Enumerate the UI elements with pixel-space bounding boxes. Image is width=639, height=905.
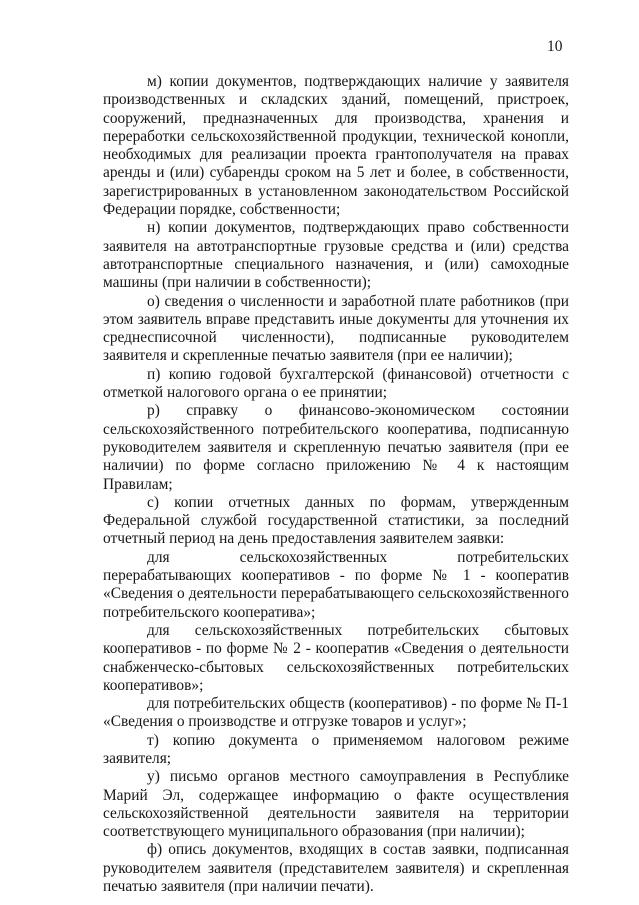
document-body (103, 73, 569, 896)
paragraph-t: т) копию документа о применяемом налоговом режиме заявителя; (103, 731, 569, 767)
paragraph-m: м) копии документов, подтверждающих наличие у заявителя производственных и складских зданий, помещений, пристроек, сооружений, предназначенных для производства, хранения и переработки сельскохозяйственной продукции, технической конопли, необходимых для реализации проекта грантополучателя на правах аренды и (или) субаренды сроком на 5 лет и более, в собственности, зарегистрированных в установленном законодательством Российской Федерации порядке, собственности; (103, 73, 569, 219)
page-number: 10 (547, 38, 563, 55)
paragraph-s: с) копии отчетных данных по формам, утвержденным Федеральной службой государственной статистики, за последний отчетный период на день предоставления заявителем заявки: (103, 493, 569, 548)
paragraph-s-consumer-societies: для потребительских обществ (кооперативов) - по форме № П-1 «Сведения о производстве и отгрузке товаров и услуг»; (103, 695, 569, 731)
paragraph-f: ф) опись документов, входящих в состав заявки, подписанная руководителем заявителя (представителем заявителя) и скрепленная печатью заявителя (при наличии печати). (103, 841, 569, 896)
paragraph-s-processing-coops: для сельскохозяйственных потребительских перерабатывающих кооперативов - по форме № 1 - кооператив «Сведения о деятельности перерабатывающего сельскохозяйственного потребительского кооператива»; (103, 548, 569, 621)
paragraph-o: о) сведения о численности и заработной плате работников (при этом заявитель вправе представить иные документы для уточнения их среднесписочной численности), подписанные руководителем заявителя и скрепленные печатью заявителя (при ее наличии); (103, 292, 569, 365)
paragraph-r: р) справку о финансово-экономическом состоянии сельскохозяйственного потребительского кооператива, подписанную руководителем заявителя и скрепленную печатью заявителя (при ее наличии) по форме согласно приложению № 4 к настоящим Правилам; (103, 402, 569, 493)
paragraph-n: н) копии документов, подтверждающих право собственности заявителя на автотранспортные грузовые средства и (или) средства автотранспортные специального назначения, и (или) самоходные машины (при наличии в собственности); (103, 219, 569, 292)
paragraph-u: у) письмо органов местного самоуправления в Республике Марий Эл, содержащее информацию о факте осуществления сельскохозяйственной деятельности заявителя на территории соответствующего муниципального образования (при наличии); (103, 768, 569, 841)
paragraph-p: п) копию годовой бухгалтерской (финансовой) отчетности с отметкой налогового органа о ее принятии; (103, 365, 569, 402)
paragraph-s-sales-coops: для сельскохозяйственных потребительских сбытовых кооперативов - по форме № 2 - кооператив «Сведения о деятельности снабженческо-сбытовых сельскохозяйственных потребительских кооперативов»; (103, 621, 569, 694)
